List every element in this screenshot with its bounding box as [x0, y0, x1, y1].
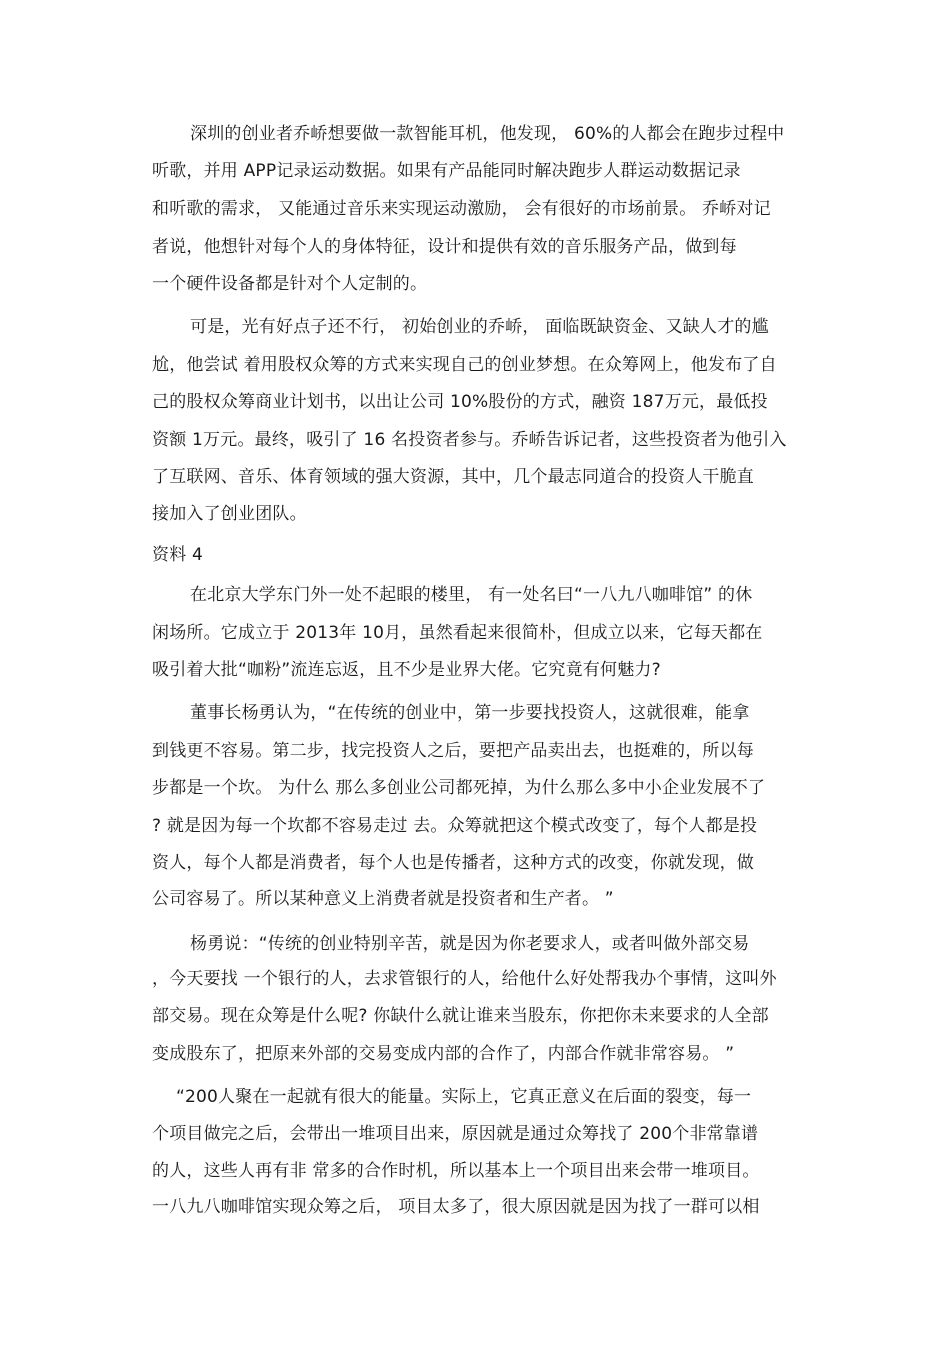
paragraph-2-line-1: 可是，光有好点子还不行， 初始创业的乔峤， 面临既缺资金、又缺人才的尴: [190, 317, 769, 337]
paragraph-5-line-1: 杨勇说：“传统的创业特别辛苦，就是因为你老要求人，或者叫做外部交易: [190, 934, 750, 954]
section-heading: 资料 4: [152, 545, 204, 565]
paragraph-6-line-2: 个项目做完之后，会带出一堆项目出来，原因就是通过众筹找了 200个非常靠谱: [152, 1124, 759, 1144]
paragraph-5-line-2: ，今天要找 一个银行的人，去求管银行的人，给他什么好处帮我办个事情，这叫外: [152, 969, 777, 989]
paragraph-5-line-3: 部交易。现在众筹是什么呢? 你缺什么就让谁来当股东，你把你未来要求的人全部: [152, 1006, 769, 1026]
paragraph-2-line-2: 尬，他尝试 着用股权众筹的方式来实现自己的创业梦想。在众筹网上，他发布了自: [152, 355, 777, 375]
paragraph-5-line-4: 变成股东了，把原来外部的交易变成内部的合作了，内部合作就非常容易。 ”: [152, 1044, 735, 1064]
paragraph-2-line-6: 接加入了创业团队。: [152, 504, 307, 524]
paragraph-1-line-4: 者说，他想针对每个人的身体特征，设计和提供有效的音乐服务产品，做到每: [152, 237, 737, 257]
paragraph-4-line-4: ? 就是因为每一个坎都不容易走过 去。众筹就把这个模式改变了，每个人都是投: [152, 816, 758, 836]
paragraph-6-line-3: 的人，这些人再有非 常多的合作时机，所以基本上一个项目出来会带一堆项目。: [152, 1161, 760, 1181]
paragraph-2-line-5: 了互联网、音乐、体育领域的强大资源，其中，几个最志同道合的投资人干脆直: [152, 467, 754, 487]
paragraph-2-line-3: 己的股权众筹商业计划书，以出让公司 10%股份的方式，融资 187万元，最低投: [152, 392, 768, 412]
paragraph-1-line-1: 深圳的创业者乔峤想要做一款智能耳机，他发现， 60%的人都会在跑步过程中: [190, 124, 785, 144]
paragraph-4-line-2: 到钱更不容易。第二步，找完投资人之后，要把产品卖出去，也挺难的，所以每: [152, 741, 754, 761]
paragraph-3-line-3: 吸引着大批“咖粉”流连忘返，且不少是业界大佬。它究竟有何魅力?: [152, 660, 661, 680]
paragraph-4-line-1: 董事长杨勇认为，“在传统的创业中，第一步要找投资人，这就很难，能拿: [190, 703, 750, 723]
paragraph-1-line-5: 一个硬件设备都是针对个人定制的。: [152, 274, 428, 294]
paragraph-1-line-2: 听歌，并用 APP记录运动数据。如果有产品能同时解决跑步人群运动数据记录: [152, 161, 741, 181]
paragraph-6-line-1: “200人聚在一起就有很大的能量。实际上，它真正意义在后面的裂变，每一: [176, 1087, 752, 1107]
paragraph-4-line-3: 步都是一个坎。 为什么 那么多创业公司都死掉，为什么那么多中小企业发展不了: [152, 778, 766, 798]
paragraph-1-line-3: 和听歌的需求， 又能通过音乐来实现运动激励， 会有很好的市场前景。 乔峤对记: [152, 199, 771, 219]
paragraph-3-line-1: 在北京大学东门外一处不起眼的楼里， 有一处名曰“一八九八咖啡馆” 的休: [190, 585, 753, 605]
paragraph-4-line-5: 资人，每个人都是消费者，每个人也是传播者，这种方式的改变，你就发现，做: [152, 853, 754, 873]
paragraph-2-line-4: 资额 1万元。最终，吸引了 16 名投资者参与。乔峤告诉记者，这些投资者为他引入: [152, 430, 787, 450]
paragraph-4-line-6: 公司容易了。所以某种意义上消费者就是投资者和生产者。 ”: [152, 889, 614, 909]
paragraph-6-line-4: 一八九八咖啡馆实现众筹之后， 项目太多了，很大原因就是因为找了一群可以相: [152, 1197, 760, 1217]
paragraph-3-line-2: 闲场所。它成立于 2013年 10月，虽然看起来很简朴，但成立以来，它每天都在: [152, 623, 763, 643]
